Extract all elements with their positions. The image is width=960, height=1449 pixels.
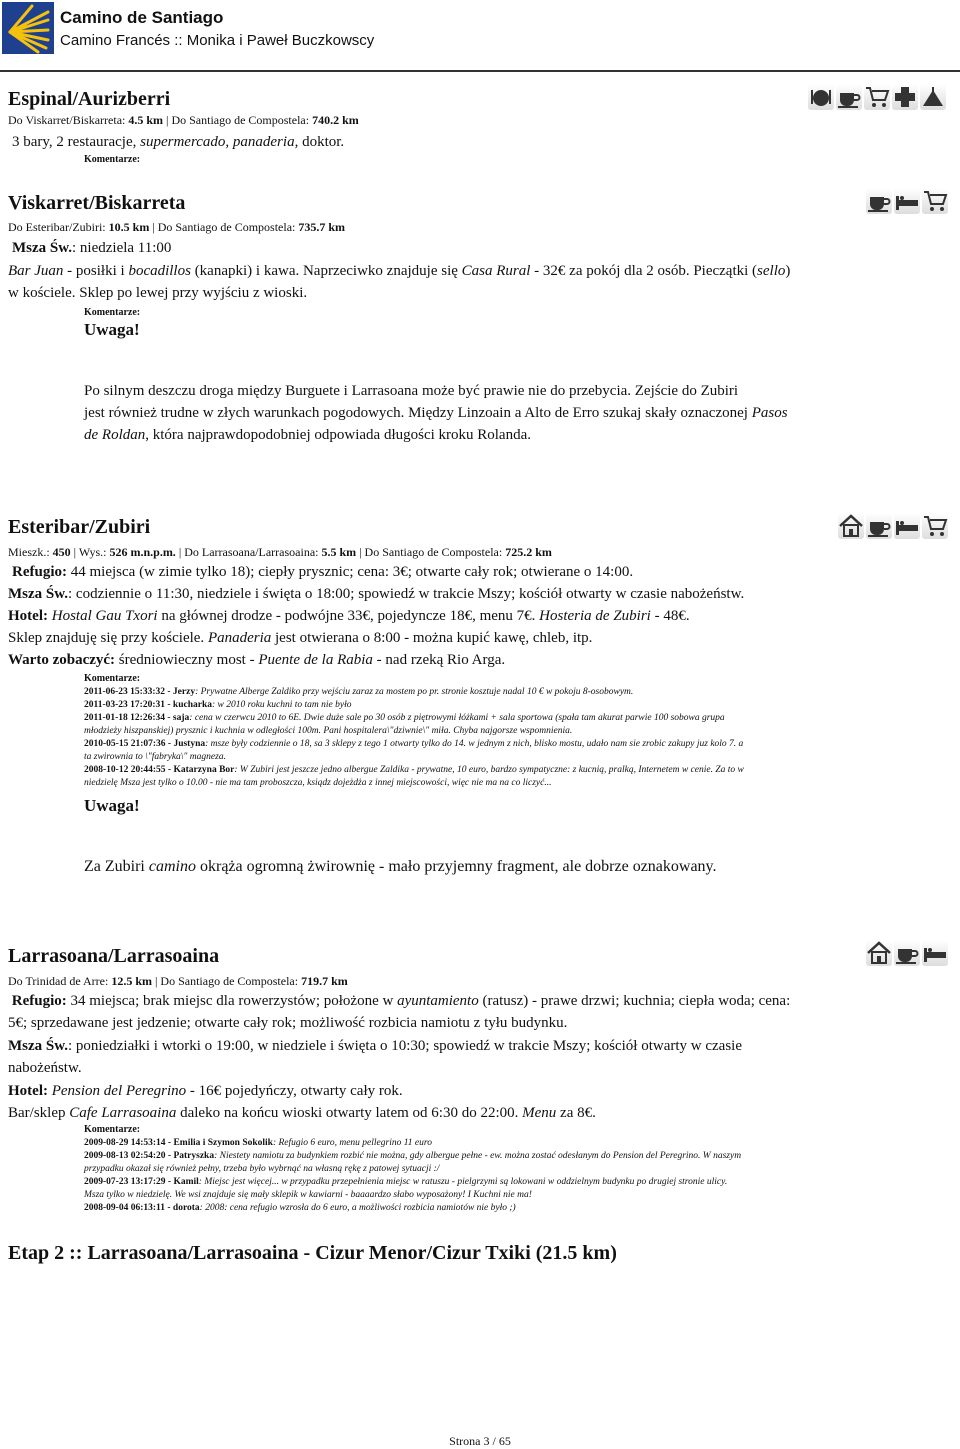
amenity-icons-viskarret: [866, 188, 948, 214]
text: Za Zubiri: [84, 858, 149, 875]
distance-value: 12.5 km: [111, 974, 153, 988]
site-title: Camino de Santiago: [60, 8, 224, 27]
distance-value: 740.2 km: [312, 113, 359, 127]
distance-info-espinal: [8, 113, 359, 128]
altitude-label: | Wys.:: [70, 545, 110, 559]
text-italic: Cafe Larrasoaina: [69, 1105, 177, 1121]
text: - nad rzeką Rio Arga.: [372, 652, 506, 668]
comment-text: : W Zubiri jest jeszcze jedno albergue Zaldika - prywatne, 10 euro, bardzo sympatyczne: z kucnią, pralką, Internetem w cenie. Za to w: [234, 765, 744, 775]
text-italic: Pension del Peregrino: [51, 1083, 187, 1099]
scallop-shell-logo: [2, 2, 54, 54]
warning-text-viskarret: [84, 380, 944, 446]
text-italic: Bar Juan: [8, 263, 64, 279]
comment-text: : Miejsc jest więcej... w przypadku przepełnienia miejsc w ratuszu - pielgrzymi są lokowani w oddzielnym budynku po drugiej stronie ulicy.: [198, 1177, 728, 1187]
refugio-label: Refugio:: [12, 564, 67, 580]
header-divider: [0, 70, 960, 72]
comment-item: [84, 725, 934, 738]
distance-label: Do Viskarret/Biskarreta:: [8, 113, 129, 127]
comment-author: 2009-08-29 14:53:14 - Emilia i Szymon Sokolik: [84, 1138, 273, 1148]
amenity-icons-espinal: [808, 84, 946, 110]
text: (ratusz) - prawe drzwi; kuchnia; ciepła woda; cena:: [478, 993, 791, 1009]
hotel-info-esteribar: [8, 605, 690, 627]
mass-label: Msza Św.: [8, 1038, 68, 1054]
mass-text: : codziennie o 11:30, niedziele i święta o 18:00; spowiedź w trakcie Mszy; kościół otwarty w czasie nabożeństw.: [68, 586, 745, 602]
comment-item: [84, 1176, 934, 1189]
bed-icon: [894, 513, 920, 539]
text: za 8€.: [556, 1105, 596, 1121]
comment-author: 2011-06-23 15:33:32 - Jerzy: [84, 687, 196, 697]
section-title-espinal: Espinal/Aurizberri: [8, 88, 171, 110]
comment-author: 2008-09-04 06:13:11 - dorota: [84, 1203, 200, 1213]
hotel-label: Hotel:: [8, 1083, 48, 1099]
comments-label: Komentarze:: [84, 673, 141, 684]
separator: |: [163, 113, 172, 127]
comment-item: [84, 699, 934, 712]
text: 5€; sprzedawane jest jedzenie; otwarte cały rok; możliwość rozbicia namiotu z tyłu budynku.: [8, 1015, 568, 1031]
bar-info-larrasoana: [8, 1102, 596, 1124]
distance-label: | Do Santiago de Compostela:: [356, 545, 506, 559]
text-italic: ayuntamiento: [397, 993, 479, 1009]
section-title-esteribar: Esteribar/Zubiri: [8, 516, 151, 538]
text-italic: supermercado, panaderia,: [140, 134, 299, 150]
text: ): [785, 263, 791, 279]
distance-label: Do Santiago de Compostela:: [157, 220, 299, 234]
refugio-info-esteribar: [12, 561, 633, 583]
coffee-icon: [894, 940, 920, 966]
warning-heading: Uwaga!: [84, 796, 140, 815]
distance-label: Do Esteribar/Zubiri:: [8, 220, 109, 234]
text: daleko na końcu wioski otwarty latem od 6:30 do 22:00.: [176, 1105, 523, 1121]
text: okrąża ogromną żwirownię - mało przyjemny fragment, ale dobrze oznakowany.: [195, 858, 717, 875]
comment-text: : msze były codziennie o 18, sa 3 sklepy z tego 1 otwarty tylko do 14. w jednym z nich, blisko mostu, udało nam sie zrobic zakupy juz kolo 7. a: [205, 739, 744, 749]
text: nabożeństw.: [8, 1060, 82, 1076]
text: 34 miejsca; brak miejsc dla rowerzystów; położone w: [66, 993, 398, 1009]
comment-text: niedzielę Msza jest tylko o 10.00 - nie ma tam proboszcza, ksiądz dojeżdża z innej miejscowości, więc nie ma na co liczyć...: [84, 778, 552, 788]
text: - posiłki i: [63, 263, 129, 279]
pharmacy-icon: [920, 84, 946, 110]
comment-author: 2008-10-12 20:44:55 - Katarzyna Bor: [84, 765, 235, 775]
comment-item: [84, 777, 934, 790]
comment-text: : Niestety namiotu za budynkiem rozbić nie można, gdy albergue pełne - ew. można zostać odesłanym do Pension del Peregrino. W naszym: [214, 1151, 742, 1161]
comment-item: [84, 1202, 934, 1215]
text-italic: Panaderia: [207, 630, 272, 646]
comment-text: przypadku okazał się również pełny, trzeba było wybrnąć na własną rękę z patowej sytuacji :/: [84, 1164, 440, 1174]
warning-text-esteribar: [84, 856, 717, 878]
mass-times-larrasoana: [8, 1035, 956, 1079]
text: , która najprawdopodobniej odpowiada długości kroku Rolanda.: [145, 427, 532, 443]
text-italic: Hosteria de Zubiri: [539, 608, 651, 624]
separator: |: [152, 974, 161, 988]
medical-icon: [892, 84, 918, 110]
stage-title: Etap 2 :: Larrasoana/Larrasoaina - Cizur Menor/Cizur Txiki (21.5 km): [8, 1242, 617, 1264]
shop-info-esteribar: [8, 627, 592, 649]
sights-info-esteribar: [8, 649, 505, 671]
sights-label: Warto zobaczyć:: [8, 652, 116, 668]
population-value: 450: [52, 545, 71, 559]
comment-item: [84, 1150, 934, 1163]
comment-author: 2009-08-13 02:54:20 - Patryszka: [84, 1151, 215, 1161]
distance-info-larrasoana: [8, 974, 348, 989]
hotel-info-larrasoana: [8, 1080, 403, 1102]
text-italic: Puente de la Rabia: [258, 652, 373, 668]
coffee-icon: [836, 84, 862, 110]
mass-label: Msza Św.: [8, 586, 68, 602]
comment-item: [84, 764, 934, 777]
text: jest również trudne w złych warunkach pogodowych. Między Linzoain a Alto de Erro szukaj skały oznaczonej: [84, 405, 752, 421]
text: (kanapki) i kawa. Naprzeciwko znajduje się: [190, 263, 462, 279]
text: Po silnym deszczu droga między Burguete i Larrasoana może być prawie nie do przebycia. Zejście do Zubiri: [84, 383, 739, 399]
comment-item: [84, 1189, 934, 1202]
restaurant-icon: [808, 84, 834, 110]
text: w kościele. Sklep po lewej przy wyjściu z wioski.: [8, 285, 308, 301]
text: - 32€ za pokój dla 2 osób. Pieczątki (: [530, 263, 758, 279]
text: na głównej drodze - podwójne 33€, pojedyncze 18€, menu 7€.: [157, 608, 540, 624]
comment-text: : Refugio 6 euro, menu pellegrino 11 euro: [272, 1138, 432, 1148]
coffee-icon: [866, 513, 892, 539]
text: - 48€.: [650, 608, 690, 624]
comment-list-esteribar: [84, 686, 934, 790]
distance-value: 10.5 km: [108, 220, 150, 234]
separator: |: [149, 220, 158, 234]
text-italic: Menu: [522, 1105, 557, 1121]
shop-icon: [864, 84, 890, 110]
text-italic: Hostal Gau Txori: [51, 608, 158, 624]
amenity-icons-esteribar: [838, 513, 948, 539]
comment-author: 2011-01-18 12:26:34 - saja: [84, 713, 190, 723]
comments-label: Komentarze:: [84, 307, 141, 318]
distance-value: 4.5 km: [128, 113, 164, 127]
comment-text: : 2008: cena refugio wzrosła do 6 euro, a możliwości rozbicia namiotów nie było ;): [199, 1203, 516, 1213]
shop-icon: [922, 188, 948, 214]
distance-value: 725.2 km: [505, 545, 552, 559]
amenity-icons-larrasoana: [866, 940, 948, 966]
comment-item: [84, 751, 934, 764]
section-title-larrasoana: Larrasoana/Larrasoaina: [8, 945, 220, 967]
viskarret-description: [8, 260, 956, 304]
distance-label: Do Santiago de Compostela:: [171, 113, 313, 127]
shop-icon: [922, 513, 948, 539]
comment-text: : Prywatne Alberge Zaldiko przy wejściu zaraz za mostem po pr. stronie kosztuje nadal 10 € w pokoju 8-osobowym.: [195, 687, 634, 697]
text-italic: Casa Rural: [461, 263, 531, 279]
comment-text: młodzieży hiszpanskiej) prysznic i kuchnia w odległości 100m. Pani hospitalera\"dziwnie\" miła. Chyba najgorsze wspomnienia.: [84, 726, 573, 736]
mass-text: : niedziela 11:00: [72, 240, 172, 256]
mass-times-esteribar: [8, 583, 744, 605]
espinal-description: [12, 131, 344, 153]
text: 3 bary, 2 restauracje,: [12, 134, 141, 150]
text: jest otwierana o 8:00 - można kupić kawę, chleb, itp.: [271, 630, 593, 646]
comments-label: Komentarze:: [84, 1124, 141, 1135]
comment-list-larrasoana: [84, 1137, 934, 1215]
text-italic: sello: [757, 263, 786, 279]
text-italic: de Roldan: [84, 427, 146, 443]
distance-value: 5.5 km: [321, 545, 357, 559]
section-title-viskarret: Viskarret/Biskarreta: [8, 192, 186, 214]
comment-author: 2010-05-15 21:07:36 - Justyna: [84, 739, 206, 749]
comment-item: [84, 686, 934, 699]
distance-info-viskarret: [8, 220, 345, 235]
refugio-info-larrasoana: [8, 990, 956, 1034]
text-italic: camino: [148, 858, 196, 875]
text: doktor.: [298, 134, 345, 150]
comment-author: 2011-03-23 17:20:31 - kucharka: [84, 700, 212, 710]
warning-heading: Uwaga!: [84, 320, 140, 339]
distance-info-esteribar: [8, 545, 552, 560]
text: średniowieczny most -: [115, 652, 259, 668]
house-icon: [838, 513, 864, 539]
comment-text: : cena w czerwcu 2010 to 6E. Dwie duże sale po 30 osób z piętrowymi łóżkami + sala sportowa (spała tam akurat parwie 100 sobowa grupa: [189, 713, 725, 723]
text: - 16€ pojedyńczy, otwarty cały rok.: [186, 1083, 403, 1099]
comment-text: Msza tylko w niedzielę. We wsi znajduje się mały sklepik w kawiarni - baaaardzo słabo wyposażony! I Kuchni nie ma!: [84, 1190, 532, 1200]
distance-label: Do Santiago de Compostela:: [160, 974, 302, 988]
population-label: Mieszk.:: [8, 545, 53, 559]
site-subtitle: Camino Francés :: Monika i Paweł Buczkowscy: [60, 32, 375, 49]
bed-icon: [894, 188, 920, 214]
comments-label: Komentarze:: [84, 154, 141, 165]
coffee-icon: [866, 188, 892, 214]
bed-icon: [922, 940, 948, 966]
comment-text: : w 2010 roku kuchni to tam nie było: [212, 700, 352, 710]
comment-text: ta zwirownia to \"fabryka\" magneza.: [84, 752, 226, 762]
text-italic: Pasos: [751, 405, 788, 421]
page-number: Strona 3 / 65: [449, 1434, 511, 1448]
text: Bar/sklep: [8, 1105, 70, 1121]
altitude-value: 526 m.n.p.m.: [109, 545, 176, 559]
mass-label: Msza Św.: [12, 240, 72, 256]
comment-author: 2009-07-23 13:17:29 - Kamil: [84, 1177, 199, 1187]
mass-text: : poniedziałki i wtorki o 19:00, w niedziele i święta o 10:30; spowiedź w trakcie Mszy; kościół otwarty w czasie: [68, 1038, 743, 1054]
refugio-label: Refugio:: [11, 993, 67, 1009]
comment-item: [84, 1163, 934, 1176]
distance-value: 719.7 km: [301, 974, 348, 988]
text: Sklep znajduję się przy kościele.: [8, 630, 208, 646]
comment-item: [84, 738, 934, 751]
refugio-text: 44 miejsca (w zimie tylko 18); ciepły prysznic; cena: 3€; otwarte cały rok; otwierane o 14:00.: [67, 564, 634, 580]
comment-item: [84, 1137, 934, 1150]
hotel-label: Hotel:: [8, 608, 48, 624]
text-italic: bocadillos: [128, 263, 191, 279]
comment-item: [84, 712, 934, 725]
house-icon: [866, 940, 892, 966]
distance-label: | Do Larrasoana/Larrasoaina:: [175, 545, 322, 559]
distance-value: 735.7 km: [298, 220, 346, 234]
distance-label: Do Trinidad de Arre:: [8, 974, 112, 988]
mass-times-viskarret: [12, 237, 171, 259]
